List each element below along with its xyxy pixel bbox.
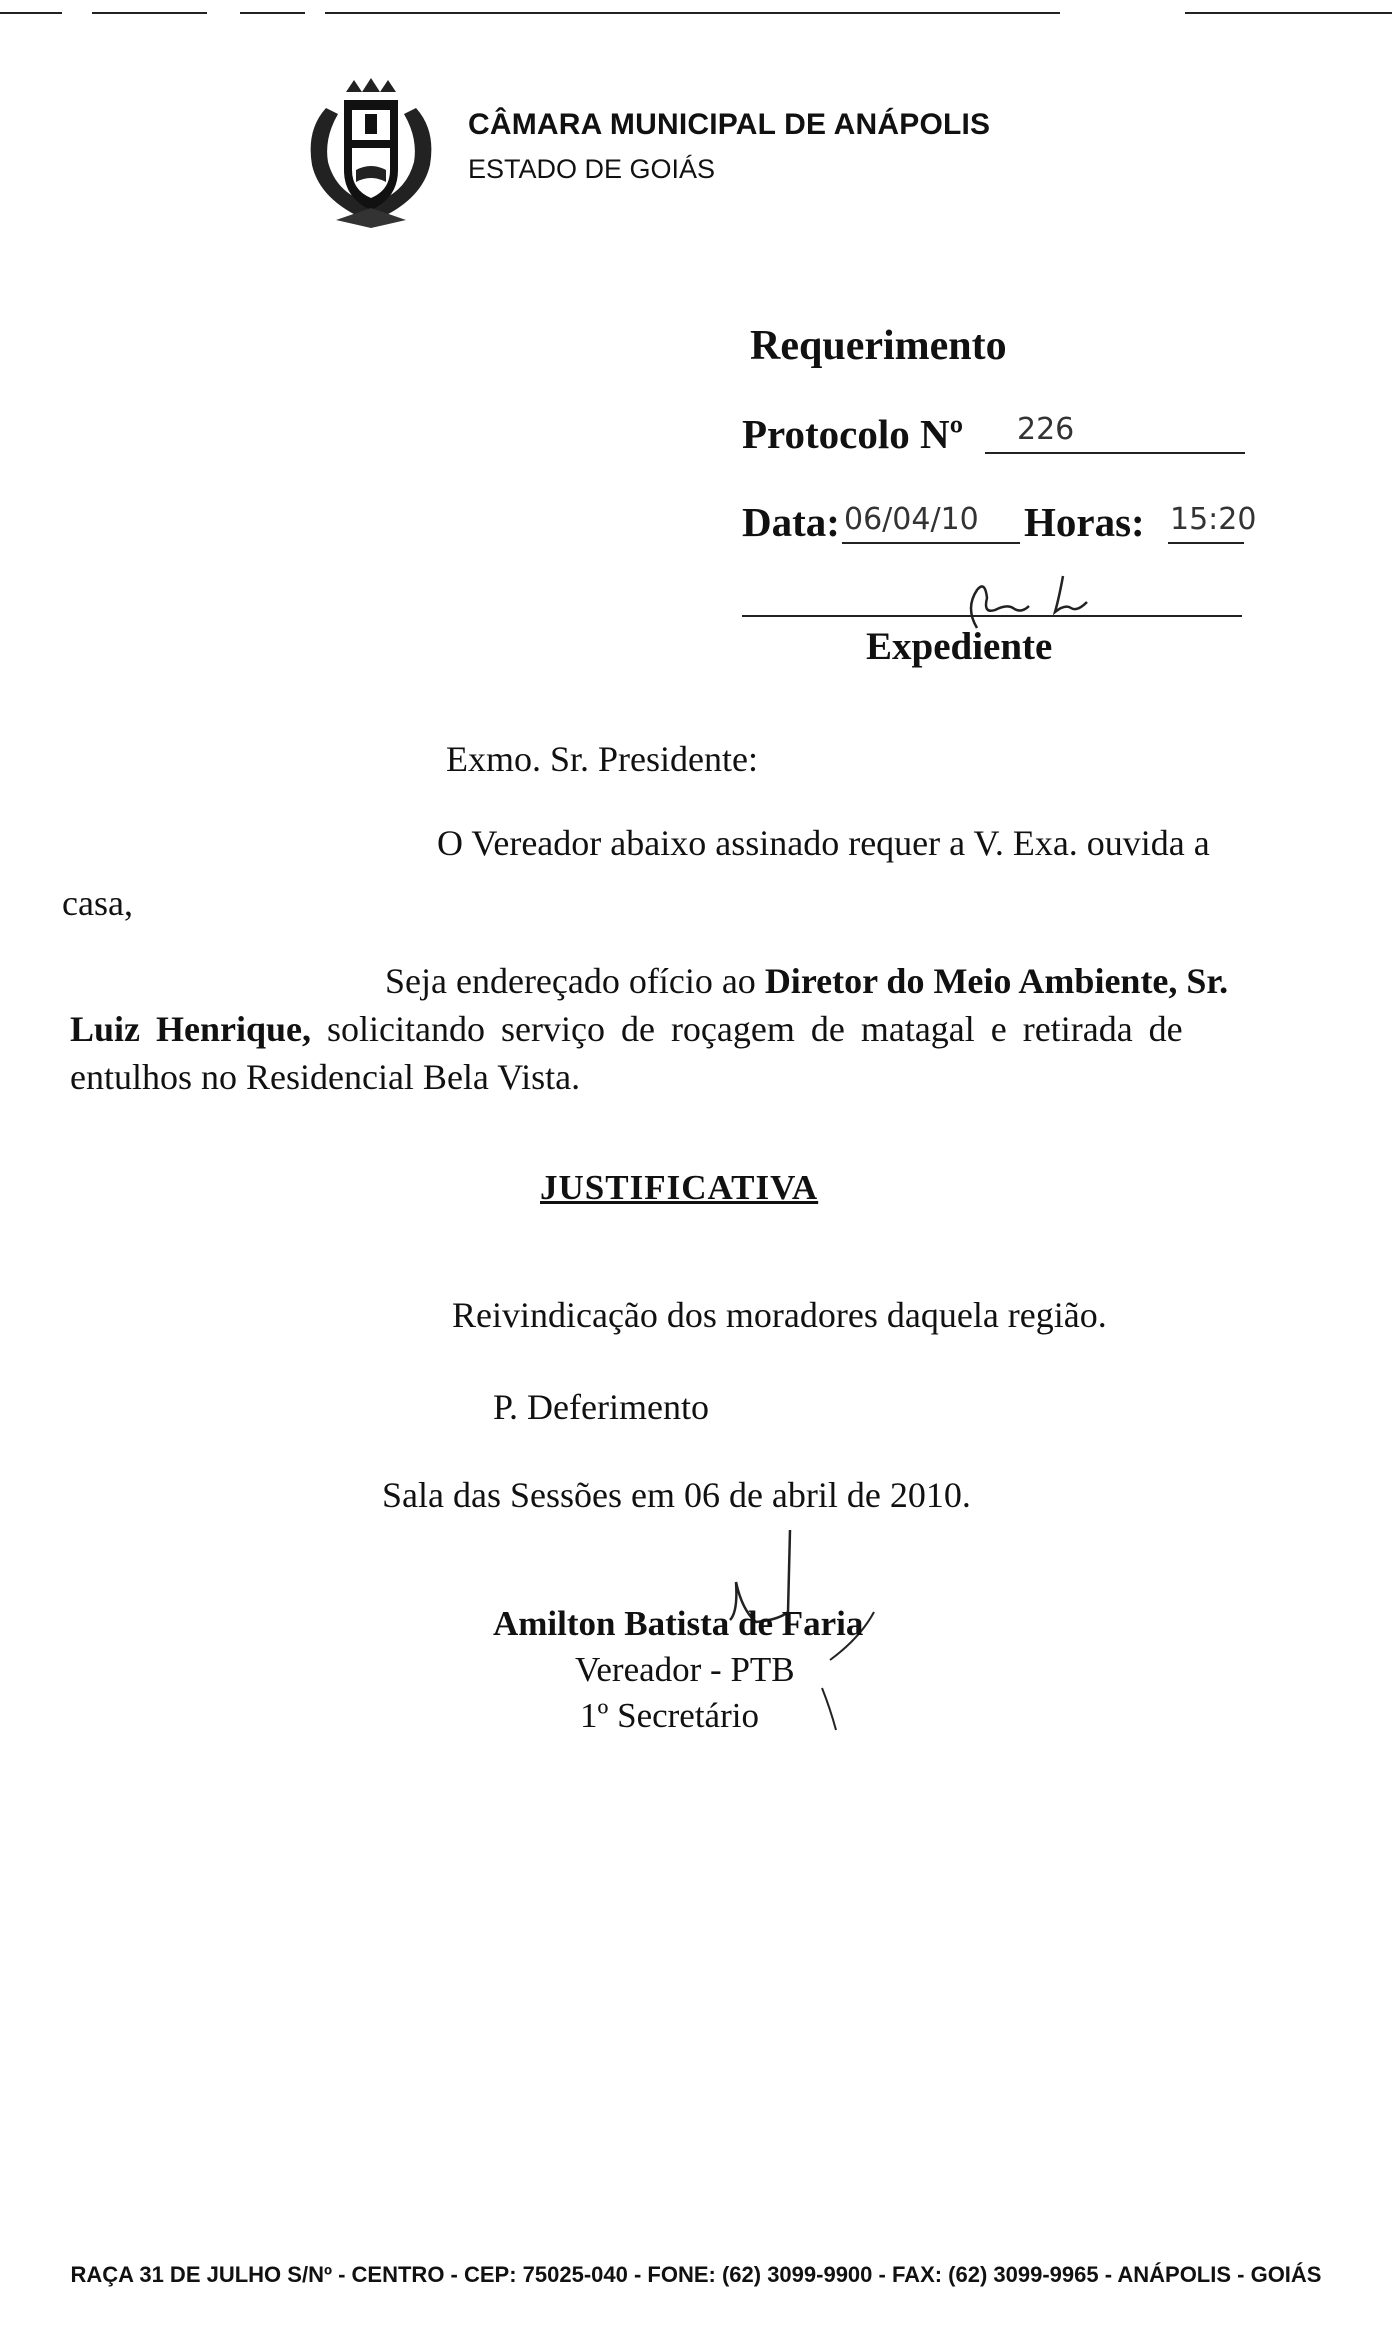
addressee-name: Luiz Henrique, [70,1009,312,1049]
signer-role: Vereador - PTB [575,1650,795,1689]
hours-value: 15:20 [1170,502,1257,537]
request-line-3: entulhos no Residencial Bela Vista. [70,1057,581,1097]
request-line-2 [70,1004,1183,1054]
date-value: 06/04/10 [844,502,979,537]
protocol-label: Protocolo Nº [742,411,964,457]
institution-state: ESTADO DE GOIÁS [468,154,716,184]
scan-line [0,12,62,14]
protocol-field [985,408,1245,454]
justification-heading: JUSTIFICATIVA [540,1168,819,1207]
scan-line [240,12,305,14]
request-line-1 [385,956,1228,1006]
intro-line-1: O Vereador abaixo assinado requer a V. Exa. ouvida a [437,823,1210,863]
intro-line-2: casa, [62,883,133,923]
hours-field [1168,498,1257,544]
protocol-number: 226 [1017,412,1075,447]
signer-name: Amilton Batista de Faria [493,1604,864,1643]
closing: P. Deferimento [493,1387,709,1427]
date-label: Data: [742,499,840,545]
request-line-2-text: solicitando serviço de roçagem de matagal e retirada de [311,1009,1183,1049]
scan-line [1185,12,1392,14]
hours-label: Horas: [1024,499,1145,545]
stamp-heading: Requerimento [750,323,1007,369]
date-field [842,498,1020,544]
salutation: Exmo. Sr. Presidente: [446,739,758,779]
signer-position: 1º Secretário [580,1696,759,1735]
footer-address: RAÇA 31 DE JULHO S/Nº - CENTRO - CEP: 75025-040 - FONE: (62) 3099-9900 - FAX: (62) 3099-9965 - ANÁPOLIS - GOIÁS [70,2262,1322,2287]
place-date: Sala das Sessões em 06 de abril de 2010. [382,1475,971,1515]
scan-line [325,12,1060,14]
scan-line [92,12,207,14]
request-line-1-text: Seja endereçado ofício ao [385,961,765,1001]
institution-name: CÂMARA MUNICIPAL DE ANÁPOLIS [468,108,991,141]
addressee-title: Diretor do Meio Ambiente, Sr. [764,961,1229,1001]
coat-of-arms-icon [296,70,446,230]
justification-text: Reivindicação dos moradores daquela região. [452,1295,1107,1335]
expediente-label: Expediente [866,625,1053,668]
